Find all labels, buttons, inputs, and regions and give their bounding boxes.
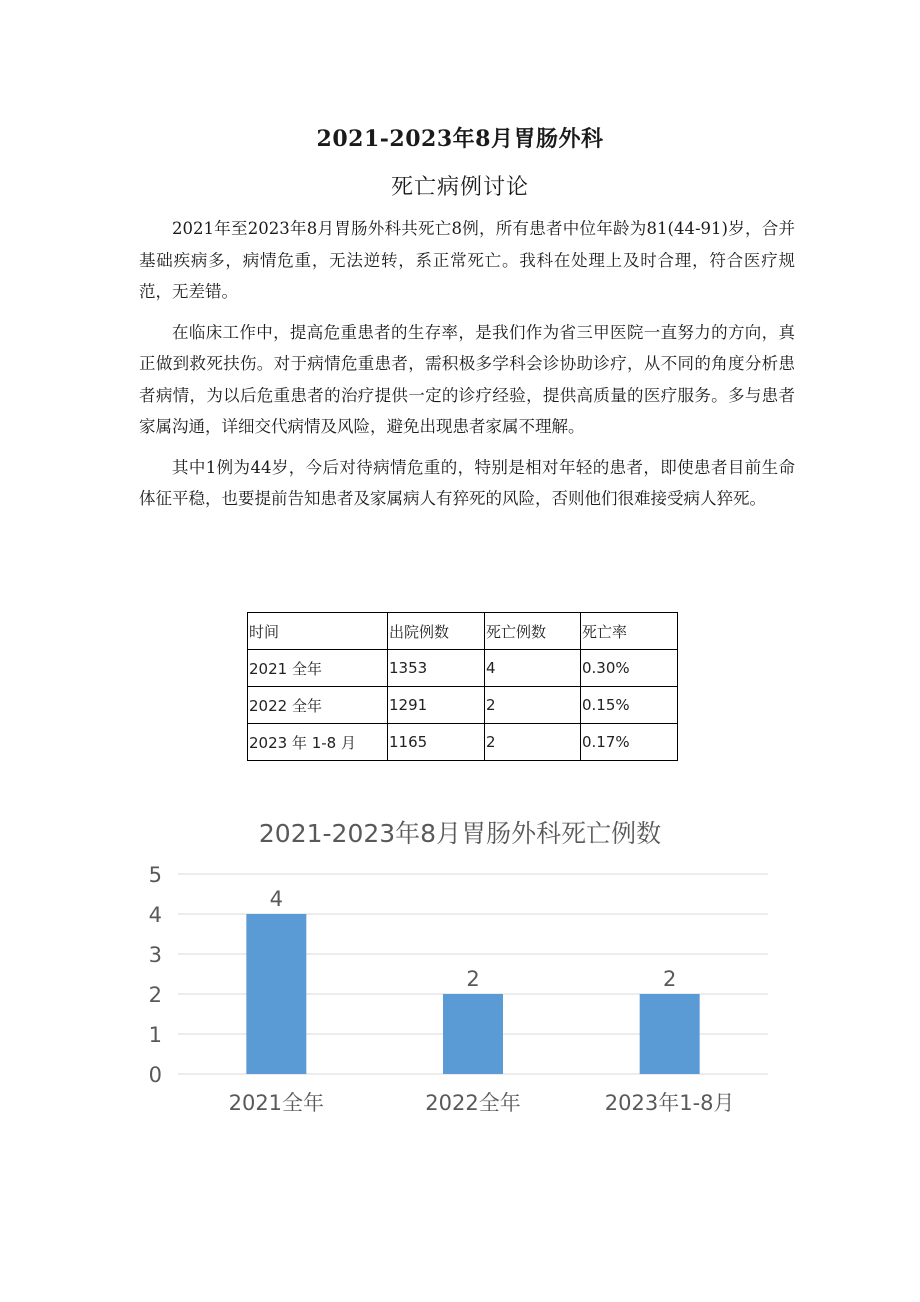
data-label: 2 [466, 967, 480, 991]
y-tick-label: 1 [148, 1023, 162, 1047]
table-cell: 0.30% [581, 650, 678, 687]
x-tick-label: 2021全年 [228, 1091, 325, 1115]
table-row [248, 687, 678, 724]
y-tick-label: 4 [148, 903, 162, 927]
paragraph-2: 在临床工作中，提高危重患者的生存率，是我们作为省三甲医院一直努力的方向，真正做到救死扶伤。对于病情危重患者，需积极多学科会诊协助诊疗，从不同的角度分析患者病情，为以后危重患者的治疗提供一定的诊疗经验，提供高质量的医疗服务。多与患者家属沟通，详细交代病情及风险，避免出现患者家属不理解。 [139, 322, 795, 436]
bar-chart [0, 850, 920, 1140]
paragraph-3: 其中1例为44岁，今后对待病情危重的，特别是相对年轻的患者，即使患者目前生命体征平稳，也要提前告知患者及家属病人有猝死的风险，否则他们很难接受病人猝死。 [139, 457, 795, 508]
table-cell: 2021 全年 [248, 650, 388, 687]
y-tick-label: 0 [148, 1063, 162, 1087]
chart-title: 2021-2023年8月胃肠外科死亡例数 [258, 819, 662, 848]
table-cell: 2 [485, 724, 581, 761]
table-header-row [248, 613, 678, 650]
table-cell: 1165 [388, 724, 485, 761]
table-header-cell: 死亡例数 [485, 613, 581, 650]
table-cell: 0.17% [581, 724, 678, 761]
document-title: 2021-2023年8月胃肠外科 [316, 126, 604, 152]
bar [246, 914, 306, 1074]
table-cell: 1353 [388, 650, 485, 687]
y-tick-label: 5 [148, 863, 162, 887]
data-label: 4 [269, 887, 284, 911]
table-row [248, 650, 678, 687]
table-cell: 2022 全年 [248, 687, 388, 724]
data-label: 2 [662, 967, 677, 991]
paragraph-1: 2021年至2023年8月胃肠外科共死亡8例，所有患者中位年龄为81(44-91)岁，合并基础疾病多，病情危重，无法逆转，系正常死亡。我科在处理上及时合理，符合医疗规范，无差错。 [139, 219, 795, 301]
x-tick-label: 2023年1-8月 [604, 1091, 735, 1115]
x-tick-label: 2022全年 [425, 1091, 521, 1115]
table-cell: 1291 [388, 687, 485, 724]
table-header-cell: 出院例数 [388, 613, 485, 650]
table-cell: 4 [485, 650, 581, 687]
bar [640, 994, 700, 1074]
bar [443, 994, 503, 1074]
table-cell: 2023 年 1-8 月 [248, 724, 388, 761]
body-text [139, 213, 795, 524]
y-tick-label: 3 [148, 943, 162, 967]
mortality-table [247, 612, 678, 761]
y-tick-label: 2 [148, 983, 162, 1007]
table-cell: 2 [485, 687, 581, 724]
table-cell: 0.15% [581, 687, 678, 724]
table-header-cell: 死亡率 [581, 613, 678, 650]
document-subtitle: 死亡病例讨论 [390, 175, 529, 200]
table-header-cell: 时间 [248, 613, 388, 650]
table-row [248, 724, 678, 761]
